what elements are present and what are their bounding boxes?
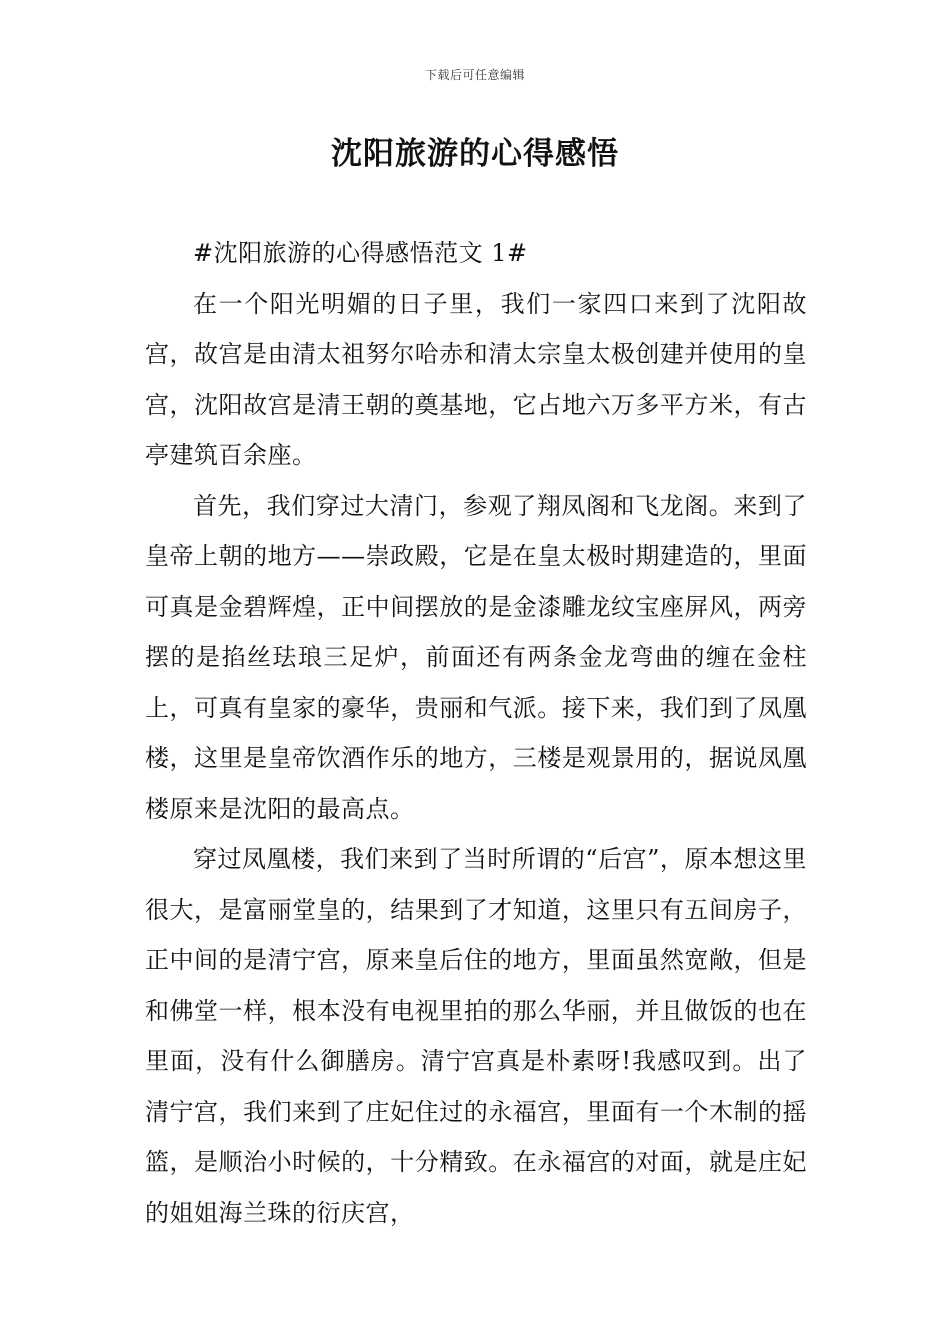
paragraph: 穿过凤凰楼，我们来到了当时所谓的“后宫”，原本想这里很大，是富丽堂皇的，结果到了才知道，这里只有五间房子，正中间的是清宁宫，原来皇后住的地方，里面虽然宽敞，但是和佛堂一样，根本没有电视里拍的那么华丽，并且做饭的也在里面，没有什么御膳房。清宁宫真是朴素呀!我感叹到。出了清宁宫，我们来到了庄妃住过的永福宫，里面有一个木制的摇篮，是顺治小时候的，十分精致。在永福宫的对面，就是庄妃的姐姐海兰珠的衍庆宫， bbox=[145, 845, 807, 1227]
document-title: 沈阳旅游的心得感悟 bbox=[331, 136, 619, 172]
document-subtitle: #沈阳旅游的心得感悟范文 1# bbox=[193, 239, 528, 267]
document-body bbox=[145, 228, 807, 1238]
paragraph: 在一个阳光明媚的日子里，我们一家四口来到了沈阳故宫，故宫是由清太祖努尔哈赤和清太宗皇太极创建并使用的皇宫，沈阳故宫是清王朝的奠基地，它占地六万多平方米，有古亭建筑百余座。 bbox=[145, 289, 807, 469]
header-note: 下载后可任意编辑 bbox=[424, 68, 525, 82]
paragraph: 首先，我们穿过大清门，参观了翔凤阁和飞龙阁。来到了皇帝上朝的地方——崇政殿，它是在皇太极时期建造的，里面可真是金碧辉煌，正中间摆放的是金漆雕龙纹宝座屏风，两旁摆的是掐丝珐琅三足炉，前面还有两条金龙弯曲的缠在金柱上，可真有皇家的豪华，贵丽和气派。接下来，我们到了凤凰楼，这里是皇帝饮酒作乐的地方，三楼是观景用的，据说凤凰楼原来是沈阳的最高点。 bbox=[145, 491, 807, 823]
